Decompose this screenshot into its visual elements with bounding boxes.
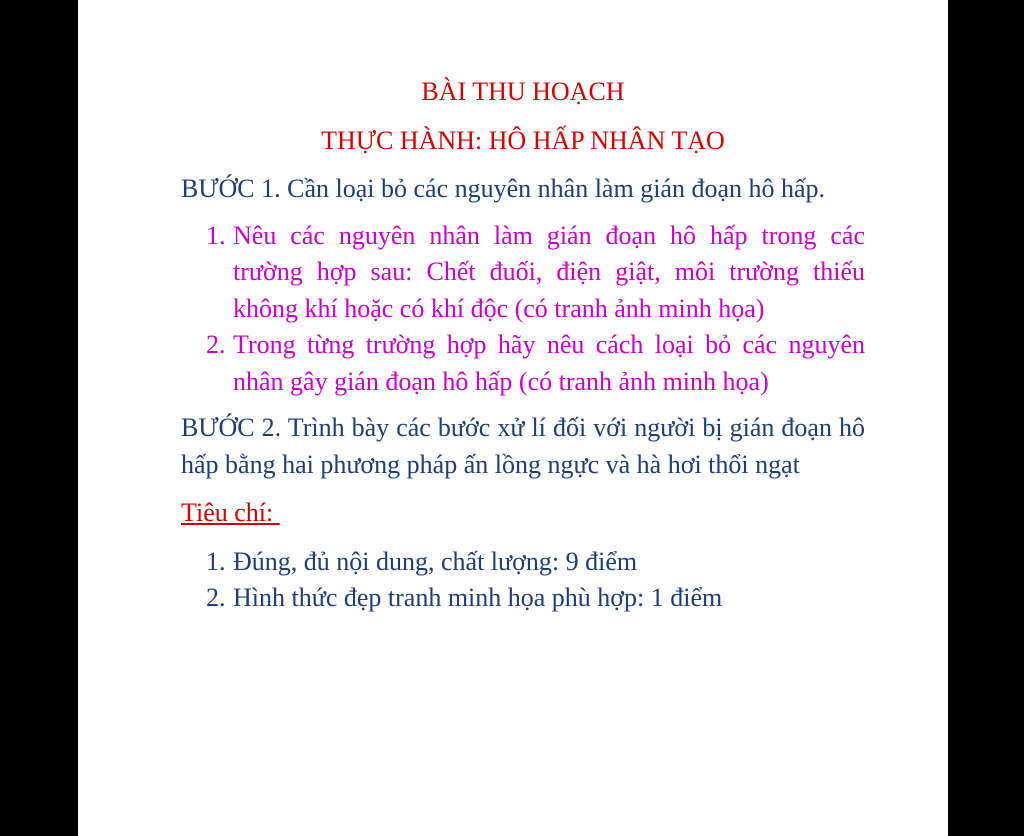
document-content xyxy=(181,72,865,627)
list-item xyxy=(181,327,865,400)
document-title: BÀI THU HOẠCH xyxy=(421,77,625,106)
list-item-text: Nêu các nguyên nhân làm gián đoạn hô hấp trong các trường hợp sau: Chết đuối, điện giật, môi trường thiếu không khí hoặc có khí độc (có tranh ảnh minh họa) xyxy=(233,220,865,323)
list-item-text: Đúng, đủ nội dung, chất lượng: 9 điểm xyxy=(233,546,638,576)
step-1-task-list xyxy=(181,218,865,401)
list-item-number: 1. xyxy=(206,220,226,250)
criteria-list xyxy=(181,544,865,617)
list-item-number: 2. xyxy=(206,583,226,612)
document-subtitle: THỰC HÀNH: HÔ HẤP NHÂN TẠO xyxy=(321,125,725,155)
list-item-text: Trong từng trường hợp hãy nêu cách loại bỏ các nguyên nhân gây gián đoạn hô hấp (có tranh ảnh minh họa) xyxy=(233,330,865,396)
step-1-text: BƯỚC 1. Cần loại bỏ các nguyên nhân làm gián đoạn hô hấp. xyxy=(181,174,826,203)
list-item xyxy=(181,218,865,328)
list-item xyxy=(181,544,865,581)
list-item-number: 2. xyxy=(206,330,226,359)
criteria-heading: Tiêu chí: xyxy=(181,498,280,527)
list-item-text: Hình thức đẹp tranh minh họa phù hợp: 1 điểm xyxy=(233,583,723,612)
step-2-text: BƯỚC 2. Trình bày các bước xử lí đối với người bị gián đoạn hô hấp bằng hai phương pháp ấn lồng ngực và hà hơi thổi ngạt xyxy=(181,413,865,479)
list-item xyxy=(181,580,865,617)
list-item-number: 1. xyxy=(206,546,226,576)
document-page xyxy=(78,0,948,836)
